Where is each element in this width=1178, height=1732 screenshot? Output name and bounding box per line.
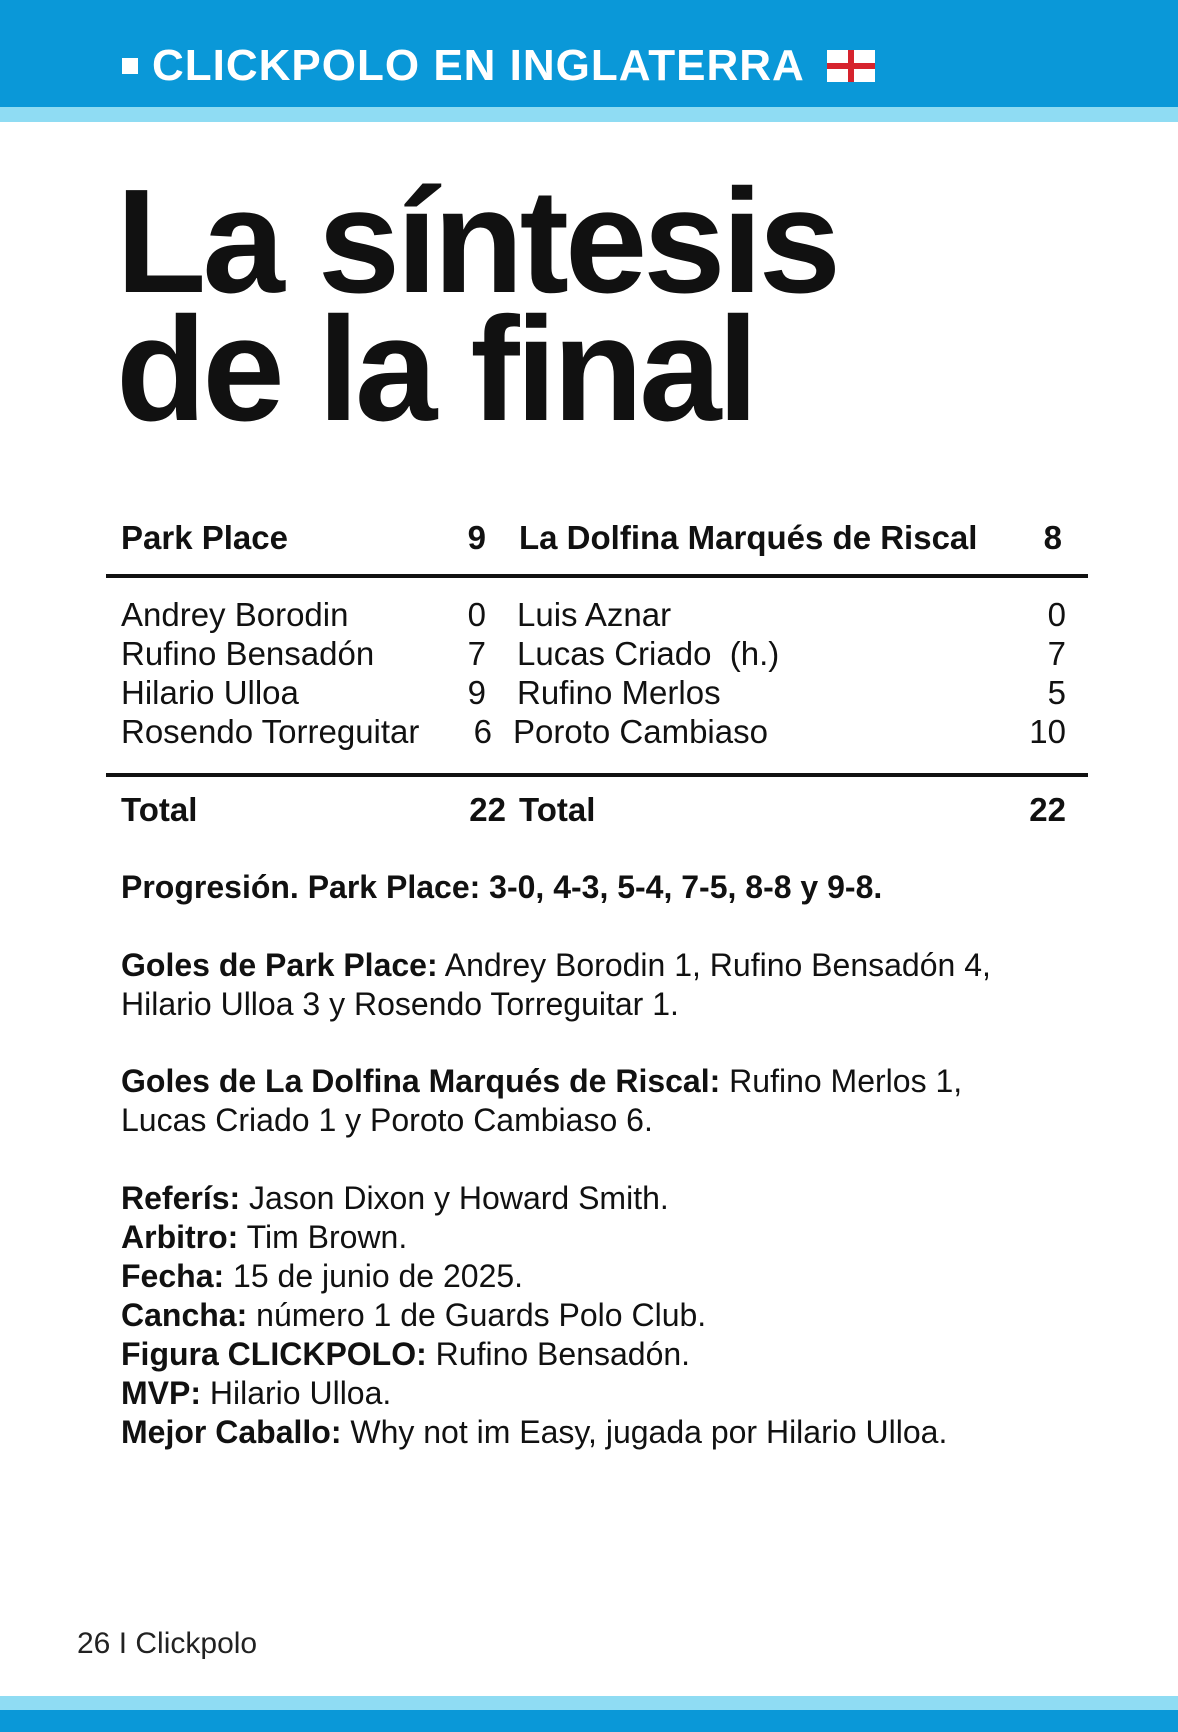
home-player-name: Rosendo Torreguitar xyxy=(121,713,420,750)
publication-name: Clickpolo xyxy=(135,1627,258,1660)
goals-away-text: Rufino Merlos 1, xyxy=(720,1063,963,1099)
detail-value: Jason Dixon y Howard Smith. xyxy=(240,1180,669,1216)
away-player-name: Lucas Criado (h.) xyxy=(517,635,780,672)
detail-value: número 1 de Guards Polo Club. xyxy=(247,1297,707,1333)
detail-label: Figura CLICKPOLO: xyxy=(121,1336,427,1372)
page-footer xyxy=(77,1627,257,1661)
detail-label: MVP: xyxy=(121,1375,201,1411)
detail-label: Referís: xyxy=(121,1180,241,1216)
goals-home xyxy=(121,946,1081,1024)
footer-separator: I xyxy=(110,1627,136,1660)
progression-line: Progresión. Park Place: 3-0, 4-3, 5-4, 7-5, 8-8 y 9-8. xyxy=(121,869,883,905)
away-player-handicap: 7 xyxy=(1047,635,1066,672)
detail-label: Cancha: xyxy=(121,1297,248,1333)
home-total-value: 22 xyxy=(469,791,506,828)
detail-label: Arbitro: xyxy=(121,1219,239,1255)
detail-value: Tim Brown. xyxy=(238,1219,408,1255)
home-player-name: Andrey Borodin xyxy=(121,596,349,633)
away-player-handicap: 10 xyxy=(1029,713,1066,750)
header-stripe xyxy=(0,107,1178,122)
bullet-square-icon xyxy=(122,58,138,74)
detail-value: Rufino Bensadón. xyxy=(426,1336,691,1372)
detail-value: 15 de junio de 2025. xyxy=(224,1258,524,1294)
away-player-name: Poroto Cambiaso xyxy=(513,713,768,750)
home-player-handicap: 9 xyxy=(467,674,486,711)
detail-field xyxy=(121,1296,1081,1335)
footer-band xyxy=(0,1710,1178,1732)
detail-label: Fecha: xyxy=(121,1258,225,1294)
away-player-handicap: 5 xyxy=(1047,674,1066,711)
page-number: 26 xyxy=(77,1627,111,1660)
away-player-name: Luis Aznar xyxy=(517,596,672,633)
goals-away-text-cont: Lucas Criado 1 y Poroto Cambiaso 6. xyxy=(121,1102,653,1138)
away-total-value: 22 xyxy=(1029,791,1066,828)
section-title: CLICKPOLO EN INGLATERRA xyxy=(152,41,805,90)
headline-line-1: La síntesis xyxy=(116,159,838,324)
home-player-name: Rufino Bensadón xyxy=(121,635,375,672)
home-total-label: Total xyxy=(121,791,198,828)
goals-home-text-cont: Hilario Ulloa 3 y Rosendo Torreguitar 1. xyxy=(121,986,679,1022)
away-player-name: Rufino Merlos xyxy=(517,674,721,711)
section-label xyxy=(122,38,875,94)
headline-line-2: de la final xyxy=(116,287,755,452)
detail-best-horse xyxy=(121,1413,1081,1452)
footer-stripe xyxy=(0,1696,1178,1710)
match-details xyxy=(121,1179,1081,1452)
home-player-name: Hilario Ulloa xyxy=(121,674,299,711)
detail-value: Hilario Ulloa. xyxy=(201,1375,392,1411)
home-player-handicap: 0 xyxy=(467,596,486,633)
detail-umpire xyxy=(121,1218,1081,1257)
away-team-score: 8 xyxy=(1043,519,1062,556)
away-team-name: La Dolfina Marqués de Riscal xyxy=(519,519,978,556)
goals-away xyxy=(121,1062,1081,1140)
detail-figure xyxy=(121,1335,1081,1374)
detail-mvp xyxy=(121,1374,1081,1413)
goals-home-label: Goles de Park Place: xyxy=(121,947,438,983)
home-team-score: 9 xyxy=(467,519,486,556)
page-headline xyxy=(116,159,1096,452)
table-rule-top xyxy=(106,574,1088,578)
table-rule-bottom xyxy=(106,773,1088,777)
detail-referees xyxy=(121,1179,1081,1218)
england-flag-icon xyxy=(827,50,875,82)
home-player-handicap: 7 xyxy=(467,635,486,672)
detail-label: Mejor Caballo: xyxy=(121,1414,342,1450)
home-player-handicap: 6 xyxy=(473,713,492,750)
detail-value: Why not im Easy, jugada por Hilario Ulloa. xyxy=(341,1414,948,1450)
away-player-handicap: 0 xyxy=(1047,596,1066,633)
goals-home-text: Andrey Borodin 1, Rufino Bensadón 4, xyxy=(437,947,991,983)
detail-date xyxy=(121,1257,1081,1296)
home-team-name: Park Place xyxy=(121,519,288,556)
away-total-label: Total xyxy=(519,791,596,828)
goals-away-label: Goles de La Dolfina Marqués de Riscal: xyxy=(121,1063,721,1099)
